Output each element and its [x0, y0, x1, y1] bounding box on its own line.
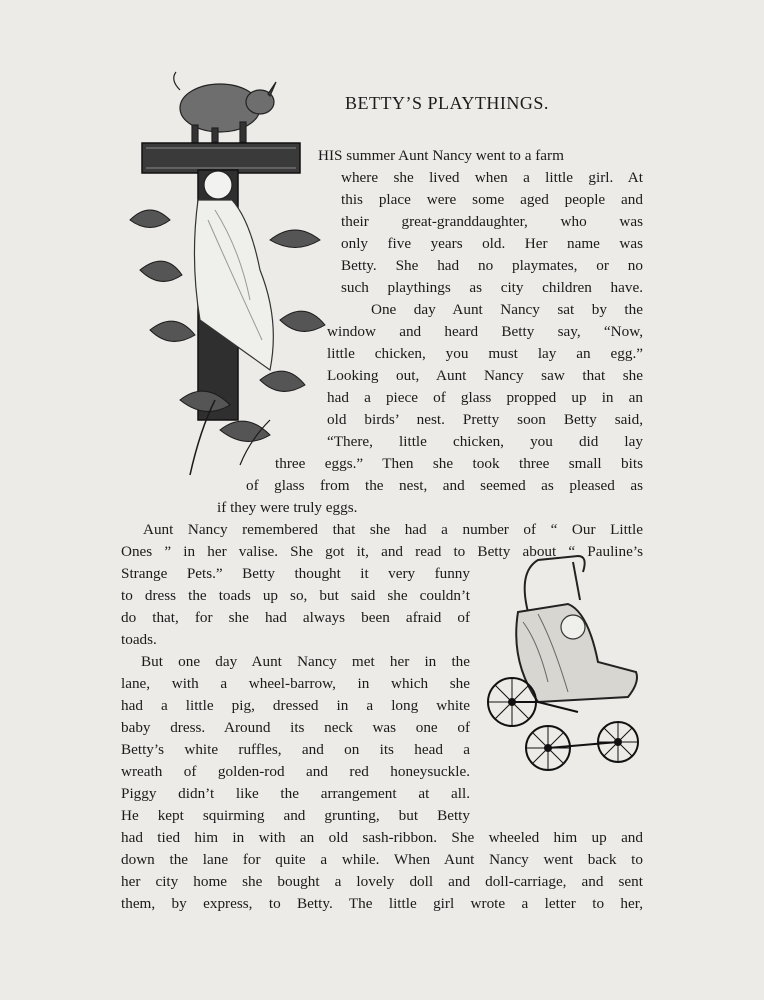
- text-line-4: their great-granddaughter, who was: [341, 213, 643, 230]
- text-line-28: Betty’s white ruffles, and on its head a: [121, 741, 470, 758]
- text-line-25: lane, with a wheel-barrow, in which she: [121, 675, 470, 692]
- text-line-24: But one day Aunt Nancy met her in the: [141, 653, 470, 670]
- text-line-21: to dress the toads up so, but said she couldn’t: [121, 587, 470, 604]
- text-line-18: Aunt Nancy remembered that she had a number of “ Our Little: [143, 521, 643, 538]
- text-line-13: old birds’ nest. Pretty soon Betty said,: [327, 411, 643, 428]
- text-line-1: HIS summer Aunt Nancy went to a farm: [318, 147, 564, 164]
- text-line-23: toads.: [121, 631, 157, 648]
- page-title: BETTY’S PLAYTHINGS.: [345, 93, 549, 113]
- text-line-9: window and heard Betty say, “Now,: [327, 323, 643, 340]
- text-line-20: Strange Pets.” Betty thought it very funny: [121, 565, 470, 582]
- text-line-19: Ones ” in her valise. She got it, and read to Betty about “ Pauline’s: [121, 543, 643, 560]
- text-line-29: wreath of golden-rod and red honeysuckle.: [121, 763, 470, 780]
- text-line-8: One day Aunt Nancy sat by the: [371, 301, 643, 318]
- doll-carriage-illustration: [478, 552, 646, 784]
- text-line-12: had a piece of glass propped up in an: [327, 389, 643, 406]
- text-line-31: He kept squirming and grunting, but Betty: [121, 807, 470, 824]
- text-line-3: this place were some aged people and: [341, 191, 643, 208]
- text-line-27: baby dress. Around its neck was one of: [121, 719, 470, 736]
- text-line-11: Looking out, Aunt Nancy saw that she: [327, 367, 643, 384]
- initial-t-illustration: [120, 70, 335, 485]
- text-line-34: her city home she bought a lovely doll and doll-carriage, and sent: [121, 873, 643, 890]
- text-line-7: such playthings as city children have.: [341, 279, 643, 296]
- text-line-26: had a little pig, dressed in a long white: [121, 697, 470, 714]
- text-line-35: them, by express, to Betty. The little girl wrote a letter to her,: [121, 895, 643, 912]
- text-line-2: where she lived when a little girl. At: [341, 169, 643, 186]
- doll-face: [561, 615, 585, 639]
- text-line-16: of glass from the nest, and seemed as pleased as: [246, 477, 643, 494]
- text-line-33: down the lane for quite a while. When Aunt Nancy went back to: [121, 851, 643, 868]
- text-line-22: do that, for she had always been afraid of: [121, 609, 470, 626]
- pig-icon: [174, 72, 276, 143]
- text-line-32: had tied him in with an old sash-ribbon. She wheeled him up and: [121, 829, 643, 846]
- text-line-14: “There, little chicken, you did lay: [327, 433, 643, 450]
- text-line-15: three eggs.” Then she took three small bits: [275, 455, 643, 472]
- text-line-10: little chicken, you must lay an egg.”: [327, 345, 643, 362]
- text-line-6: Betty. She had no playmates, or no: [341, 257, 643, 274]
- text-line-17: if they were truly eggs.: [217, 499, 358, 516]
- text-line-5: only five years old. Her name was: [341, 235, 643, 252]
- text-line-30: Piggy didn’t like the arrangement at all.: [121, 785, 470, 802]
